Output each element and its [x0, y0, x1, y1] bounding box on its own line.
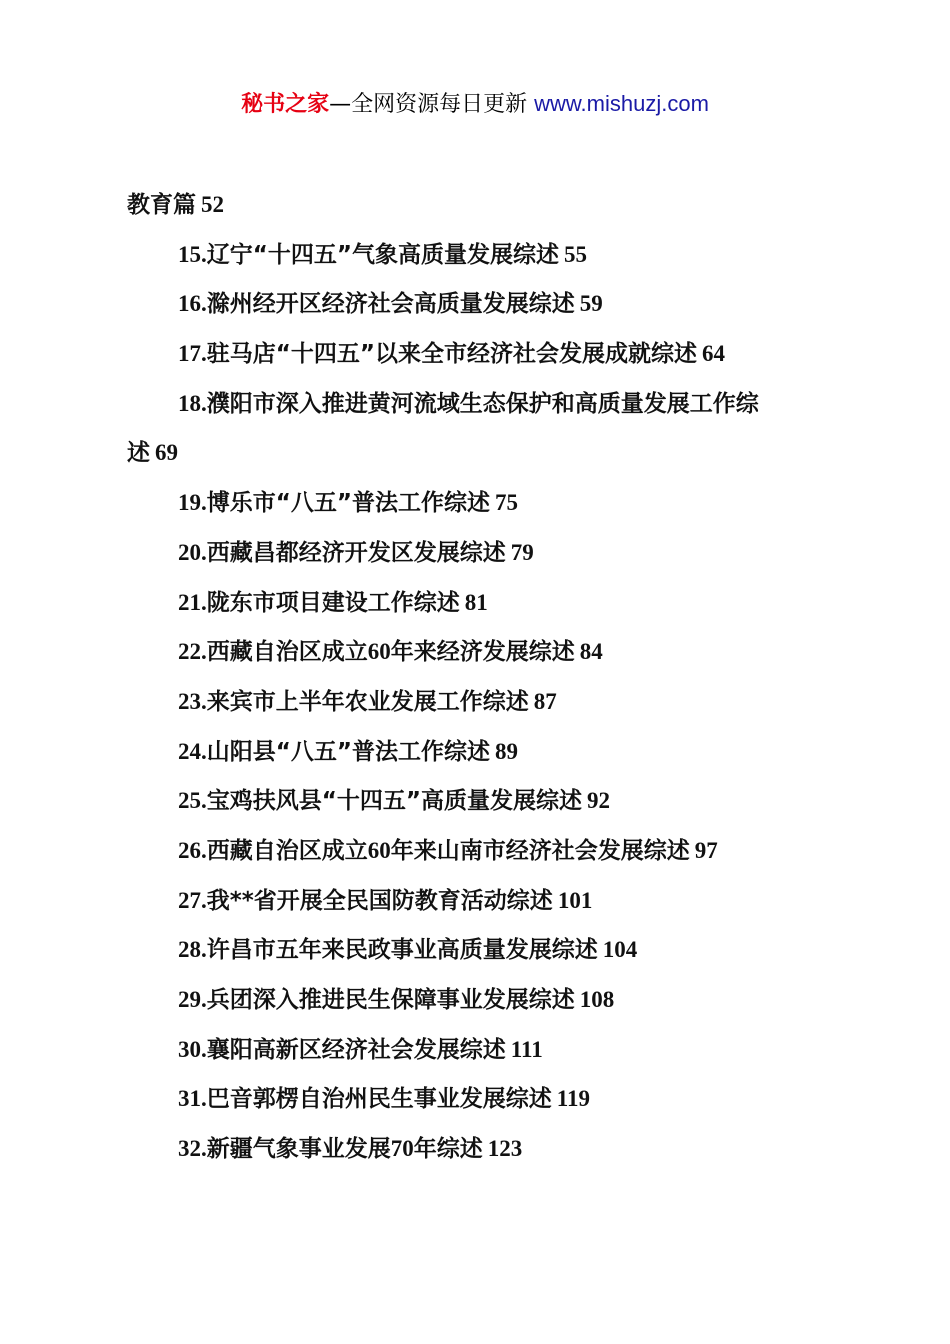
toc-entry[interactable]	[127, 1124, 847, 1174]
entry-title: 年综述	[413, 1136, 483, 1163]
entry-title-number: 70	[390, 1136, 414, 1162]
toc-entry[interactable]	[127, 1074, 847, 1124]
site-slogan: —全网资源每日更新	[329, 92, 535, 117]
entry-number: 23.	[178, 688, 207, 714]
entry-title: 西藏昌都经济开发区发展综述	[206, 539, 506, 566]
entry-number: 15.	[178, 241, 207, 267]
entry-title-continuation: 述	[127, 440, 150, 467]
toc-entry[interactable]	[127, 876, 847, 926]
toc-entry[interactable]	[127, 329, 847, 379]
entry-number: 32.	[178, 1136, 207, 1162]
entry-number: 16.	[178, 291, 207, 317]
entry-number: 24.	[178, 738, 207, 764]
entry-number: 22.	[178, 639, 207, 665]
page-number: 55	[563, 241, 587, 267]
toc-entry[interactable]	[127, 528, 847, 578]
toc-entry[interactable]	[127, 1025, 847, 1075]
page-number: 81	[464, 589, 488, 615]
page-number: 97	[694, 837, 718, 863]
entry-number: 21.	[178, 589, 207, 615]
entry-title: 濮阳市深入推进黄河流域生态保护和高质量发展工作综	[206, 390, 759, 417]
entry-number: 30.	[178, 1036, 207, 1062]
entry-title: 我**省开展全民国防教育活动综述	[206, 887, 553, 914]
entry-number: 28.	[178, 937, 207, 963]
entry-title: 襄阳高新区经济社会发展综述	[206, 1036, 506, 1063]
toc-section-heading[interactable]	[127, 180, 847, 230]
site-header	[0, 88, 950, 121]
toc-entry[interactable]	[127, 627, 847, 677]
table-of-contents	[127, 180, 847, 1174]
page-number: 69	[155, 440, 178, 466]
page-number: 108	[579, 987, 615, 1012]
toc-entry[interactable]	[127, 279, 847, 329]
page-number: 101	[557, 887, 593, 913]
toc-entry[interactable]	[127, 230, 847, 280]
page-number: 104	[602, 937, 638, 963]
page-number: 111	[510, 1036, 543, 1062]
toc-entry[interactable]	[127, 379, 847, 429]
brand-name: 秘书之家	[241, 92, 330, 117]
entry-title: 来宾市上半年农业发展工作综述	[206, 688, 529, 715]
entry-title: 西藏自治区成立	[206, 639, 368, 666]
entry-title: 年来经济发展综述	[390, 639, 575, 666]
entry-number: 26.	[178, 837, 207, 863]
toc-entry-continuation[interactable]	[127, 428, 847, 478]
toc-entry[interactable]	[127, 578, 847, 628]
page-number: 84	[579, 639, 603, 665]
toc-entry[interactable]	[127, 776, 847, 826]
toc-entry[interactable]	[127, 677, 847, 727]
entry-number: 18.	[178, 390, 207, 416]
page-number: 64	[701, 341, 725, 367]
entry-title: 巴音郭楞自治州民生事业发展综述	[206, 1086, 552, 1113]
entry-number: 17.	[178, 341, 207, 367]
page-number: 89	[494, 738, 518, 764]
entry-title-number: 60	[367, 837, 391, 863]
entry-title: 兵团深入推进民生保障事业发展综述	[206, 987, 575, 1013]
entry-title: 宝鸡扶风县“十四五”高质量发展综述	[206, 788, 582, 815]
entry-title: 新疆气象事业发展	[206, 1136, 391, 1163]
page-number: 59	[579, 291, 603, 317]
page-number: 75	[494, 490, 518, 516]
page-number: 92	[586, 788, 610, 814]
entry-title: 博乐市“八五”普法工作综述	[206, 490, 490, 517]
entry-number: 29.	[178, 987, 207, 1012]
entry-title-number: 60	[367, 639, 391, 665]
page-number: 52	[201, 192, 224, 217]
entry-number: 31.	[178, 1086, 207, 1112]
toc-entry[interactable]	[127, 727, 847, 777]
entry-number: 25.	[178, 788, 207, 814]
entry-title: 山阳县“八五”普法工作综述	[206, 738, 490, 765]
toc-entry[interactable]	[127, 478, 847, 528]
entry-title: 陇东市项目建设工作综述	[206, 589, 460, 616]
page-number: 119	[556, 1086, 590, 1112]
entry-title: 滁州经开区经济社会高质量发展综述	[206, 291, 575, 318]
toc-entry[interactable]	[127, 975, 847, 1025]
entry-title: 驻马店“十四五”以来全市经济社会发展成就综述	[206, 341, 697, 368]
toc-entry[interactable]	[127, 826, 847, 876]
entry-title: 辽宁“十四五”气象高质量发展综述	[206, 241, 559, 268]
entry-title: 许昌市五年来民政事业高质量发展综述	[206, 937, 598, 964]
toc-entry[interactable]	[127, 925, 847, 975]
entry-title: 西藏自治区成立	[206, 837, 368, 864]
entry-number: 20.	[178, 539, 207, 565]
page-number: 87	[533, 688, 557, 714]
entry-number: 19.	[178, 490, 207, 516]
page-number: 79	[510, 539, 534, 565]
site-url-link[interactable]: www.mishuzj.com	[534, 91, 709, 116]
page-number: 123	[487, 1136, 523, 1162]
entry-title: 年来山南市经济社会发展综述	[390, 837, 690, 864]
entry-number: 27.	[178, 887, 207, 913]
section-title: 教育篇	[127, 192, 196, 218]
